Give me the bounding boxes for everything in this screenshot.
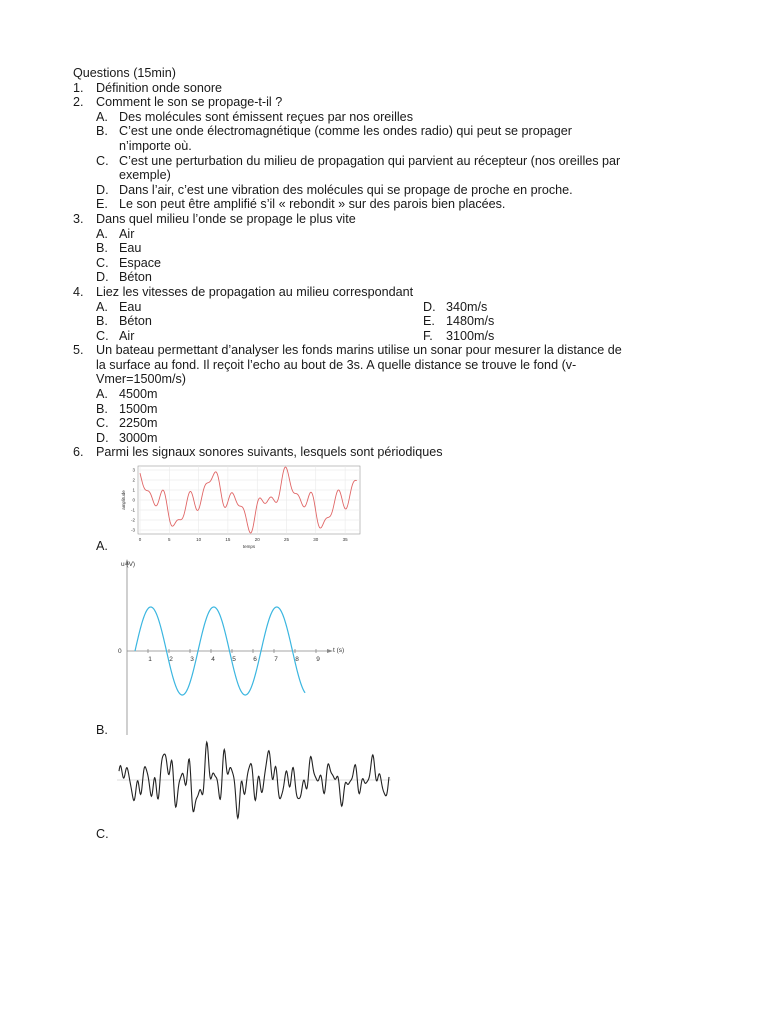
x-tick-label: 0 (138, 537, 142, 542)
x-tick-label: 3 (190, 656, 194, 663)
x-tick-labels (139, 537, 348, 542)
x-tick-label: 30 (313, 537, 319, 542)
matching-row (73, 329, 713, 344)
option-line (73, 270, 713, 285)
option-letter: B. (96, 314, 108, 329)
option-line (73, 241, 713, 256)
option-text: Des molécules sont émissent reçues par nos oreilles (119, 109, 413, 124)
option-letter: A. (96, 109, 108, 124)
option-text: 1500m (119, 401, 158, 416)
matching-row (73, 300, 713, 315)
option-letter: E. (423, 314, 435, 329)
option-continuation (73, 168, 713, 183)
option-text: 2250m (119, 416, 158, 431)
option-letter: B. (96, 124, 108, 139)
option-letter: E. (96, 197, 108, 212)
x-tick-label: 2 (169, 656, 173, 663)
question-text: Un bateau permettant d’analyser les fonds marins utilise un sonar pour mesurer la distance de (96, 343, 622, 358)
option-text: Air (119, 226, 135, 241)
question-6 (73, 445, 713, 460)
option-line (73, 124, 713, 139)
y-tick-label: 3 (132, 467, 135, 473)
option-letter: B. (96, 401, 108, 416)
option-line (73, 197, 713, 212)
option-line (73, 110, 713, 125)
question-number: 4. (73, 284, 84, 299)
origin-label: 0 (118, 648, 122, 655)
question-text: Dans quel milieu l’onde se propage le plus vite (96, 211, 356, 226)
option-line (73, 183, 713, 198)
option-letter: D. (423, 299, 436, 314)
option-text: Le son peut être amplifié s’il « rebondit » sur des parois bien placées. (119, 197, 506, 212)
option-text: 3000m (119, 430, 158, 445)
x-tick-label: 6 (253, 656, 257, 663)
x-tick-label: 25 (283, 537, 290, 542)
signal-plot-a (118, 462, 364, 552)
option-text: Dans l’air, c’est une vibration des molécules qui se propage de proche en proche. (119, 182, 573, 197)
option-letter: B. (96, 241, 108, 256)
option-letter: A. (96, 299, 108, 314)
option-letter: C. (96, 328, 109, 343)
option-text: Béton (119, 314, 152, 329)
figure-label-c: C. (96, 827, 109, 841)
option-line (73, 256, 713, 271)
worksheet (73, 66, 713, 460)
question-3 (73, 212, 713, 227)
question-text: Parmi les signaux sonores suivants, lesquels sont périodiques (96, 445, 443, 460)
x-tick-label: 8 (295, 656, 299, 663)
figure-label-b: B. (96, 723, 108, 737)
option-letter: D. (96, 182, 109, 197)
option-letter: C. (96, 255, 109, 270)
signal-plot-b (115, 557, 355, 737)
x-tick-label: 20 (254, 537, 260, 542)
question-continuation (73, 372, 713, 387)
signal-plot-c (115, 738, 395, 823)
option-letter: D. (96, 430, 109, 445)
x-tick-label: 35 (342, 537, 348, 542)
y-axis-label: amplitude (121, 490, 126, 510)
y-tick-label: 0 (132, 497, 135, 503)
x-axis-label: t (s) (333, 647, 345, 654)
question-1 (73, 81, 713, 96)
question-text: Vmer=1500m/s) (96, 372, 186, 387)
option-text: 4500m (119, 387, 158, 402)
x-axis-label: temps (242, 544, 256, 549)
y-tick-label: -1 (130, 507, 135, 513)
figure-label-a: A. (96, 539, 108, 553)
option-line (73, 402, 713, 417)
question-number: 1. (73, 80, 84, 95)
option-line (73, 154, 713, 169)
y-axis-label: u (V) (121, 561, 136, 568)
question-text: Comment le son se propage-t-il ? (96, 95, 283, 110)
option-letter: D. (96, 270, 109, 285)
option-letter: A. (96, 226, 108, 241)
x-tick-label: 1 (148, 656, 152, 663)
y-tick-label: -3 (130, 527, 135, 533)
matching-row (73, 314, 713, 329)
y-tick-label: 1 (132, 487, 135, 493)
y-tick-labels (131, 468, 136, 533)
option-line (73, 431, 713, 446)
y-tick-label: 2 (132, 477, 135, 483)
option-text: exemple) (119, 168, 171, 183)
option-line (73, 416, 713, 431)
question-4 (73, 285, 713, 300)
x-tick-label: 4 (211, 656, 215, 663)
option-letter: C. (96, 416, 109, 431)
option-text: 340m/s (446, 299, 488, 314)
option-text: n’importe où. (119, 138, 192, 153)
option-line (73, 227, 713, 242)
question-number: 5. (73, 343, 84, 358)
option-text: Béton (119, 270, 152, 285)
option-letter: A. (96, 387, 108, 402)
question-text: Définition onde sonore (96, 80, 223, 95)
option-text: C’est une perturbation du milieu de propagation qui parvient au récepteur (nos oreilles par (119, 153, 621, 168)
option-text: 3100m/s (446, 328, 495, 343)
question-text: Liez les vitesses de propagation au milieu correspondant (96, 284, 414, 299)
option-line (73, 387, 713, 402)
option-text: Air (119, 328, 135, 343)
page-title (73, 66, 713, 81)
x-tick-label: 5 (168, 537, 171, 542)
x-tick-label: 5 (232, 656, 236, 663)
question-number: 2. (73, 95, 84, 110)
option-continuation (73, 139, 713, 154)
option-text: 1480m/s (446, 314, 495, 329)
y-tick-label: -2 (130, 517, 135, 523)
option-text: Eau (119, 299, 142, 314)
x-tick-label: 9 (316, 656, 320, 663)
question-2 (73, 95, 713, 110)
question-5 (73, 343, 713, 358)
option-text: Espace (119, 255, 162, 270)
option-text: Eau (119, 241, 142, 256)
option-letter: C. (96, 153, 109, 168)
x-tick-label: 15 (225, 537, 231, 542)
question-continuation (73, 358, 713, 373)
question-text: la surface au fond. Il reçoit l’echo au bout de 3s. A quelle distance se trouve le fond (v- (96, 357, 577, 372)
question-number: 3. (73, 211, 84, 226)
option-text: C’est une onde électromagnétique (comme les ondes radio) qui peut se propager (119, 124, 572, 139)
title-text: Questions (15min) (73, 66, 176, 80)
question-number: 6. (73, 445, 84, 460)
x-tick-label: 10 (196, 537, 202, 542)
x-tick-label: 7 (274, 656, 278, 663)
option-letter: F. (423, 328, 433, 343)
